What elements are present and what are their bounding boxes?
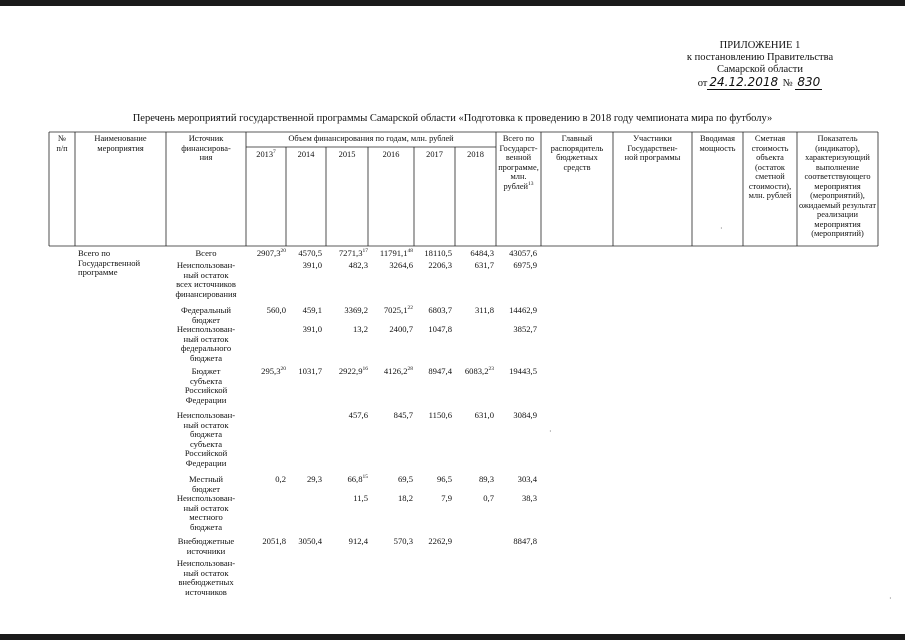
- header-participants: Участники Государствен- ной программы: [624, 134, 681, 162]
- row-value-v2014: 391,0: [302, 324, 322, 334]
- scan-speck: ·: [720, 224, 723, 233]
- row-value-v2017: 96,5: [436, 474, 452, 484]
- row-value-v2014: 459,1: [302, 305, 322, 315]
- row-source: Неиспользован- ный остаток внебюджетных источников: [176, 558, 236, 597]
- row-value-v2015: 7271,3$^{17}$: [338, 248, 368, 258]
- row-source: Неиспользован- ный остаток федерального бюджета: [176, 324, 236, 363]
- row-value-v2017: 6803,7: [428, 305, 452, 315]
- row-value-v2017: 1047,8: [428, 324, 452, 334]
- row-value-v2016: 18,2: [397, 493, 413, 503]
- row-value-v2015: 11,5: [353, 493, 368, 503]
- row-value-v2015: 3369,2: [344, 305, 368, 315]
- row-value-v2018: 631,0: [474, 410, 494, 420]
- row-value-v2015: 482,3: [348, 260, 368, 270]
- row-value-v2014: 1031,7: [298, 366, 322, 376]
- row-source: Неиспользован- ный остаток местного бюджета: [176, 493, 236, 532]
- header-name: Наименование мероприятия: [94, 134, 147, 153]
- row-value-v2014: 4570,5: [298, 248, 322, 258]
- row-source: Местный бюджет: [188, 474, 224, 494]
- row-source: Всего: [195, 248, 217, 258]
- row-value-v2018: 89,3: [478, 474, 494, 484]
- row-value-v2017: 1150,6: [428, 410, 452, 420]
- row-value-v2018: 0,7: [483, 493, 494, 503]
- header-source: Источник финансирова- ния: [181, 134, 231, 162]
- header-manager: Главный распорядитель бюджетных средств: [550, 134, 604, 172]
- row-value-total: 3084,9: [513, 410, 537, 420]
- row-value-v2017: 7,9: [441, 493, 452, 503]
- row-value-v2015: 457,6: [348, 410, 368, 420]
- handwritten-date: 24.12.2018: [709, 75, 779, 89]
- row-value-total: 14462,9: [509, 305, 537, 315]
- row-value-v2013: 2051,8: [262, 536, 286, 546]
- row-value-v2016: 845,7: [393, 410, 413, 420]
- row-value-v2017: 8947,4: [428, 366, 452, 376]
- row-value-v2018: 6484,3: [470, 248, 494, 258]
- appendix-resolution: к постановлению Правительства: [686, 52, 834, 63]
- row-source: Неиспользован- ный остаток всех источников финансирования: [175, 260, 237, 299]
- appendix-region: Самарской области: [717, 64, 803, 75]
- header-year-2016: 2016: [382, 150, 400, 159]
- row-value-v2013: 560,0: [266, 305, 286, 315]
- header-cost: Сметная стоимость объекта (остаток сметной стоимости), млн. рублей: [748, 134, 792, 200]
- header-year-2013: 2013$^7$: [256, 149, 276, 159]
- document-title: Перечень мероприятий государственной программы Самарской области «Подготовка к проведению в 2018 году чемпионата мира по футболу»: [132, 113, 773, 124]
- row-value-v2015: 66,8$^{15}$: [347, 474, 368, 484]
- row-value-v2014: 29,3: [306, 474, 322, 484]
- row-source: Неиспользован- ный остаток бюджета субъекта Российской Федерации: [176, 410, 236, 468]
- date-prefix: от: [697, 78, 708, 89]
- number-sign: №: [782, 78, 793, 89]
- row-value-v2016: 570,3: [393, 536, 413, 546]
- row-value-total: 43057,6: [509, 248, 537, 258]
- row-value-v2013: 2907,3$^{20}$: [256, 248, 286, 258]
- row-value-total: 303,4: [517, 474, 537, 484]
- row-source: Бюджет субъекта Российской Федерации: [184, 366, 228, 405]
- header-year-2015: 2015: [338, 150, 356, 159]
- row-value-v2013: 0,2: [275, 474, 286, 484]
- row-value-v2016: 69,5: [397, 474, 413, 484]
- row-source: Федеральный бюджет: [180, 305, 232, 325]
- row-value-v2016: 7025,1$^{22}$: [383, 305, 413, 315]
- row-value-v2018: 6083,2$^{23}$: [464, 366, 494, 376]
- header-year-2017: 2017: [426, 150, 443, 159]
- appendix-title: ПРИЛОЖЕНИЕ 1: [719, 40, 801, 51]
- handwritten-number: 830: [797, 75, 821, 89]
- row-value-v2017: 2206,3: [428, 260, 452, 270]
- row-value-v2014: 391,0: [302, 260, 322, 270]
- row-value-v2017: 2262,9: [428, 536, 452, 546]
- row-value-total: 8847,8: [513, 536, 537, 546]
- header-total: Всего по Государст- венной программе, млн. рублей$^{13}$: [498, 134, 539, 191]
- row-value-v2017: 18110,5: [424, 248, 452, 258]
- row-value-v2014: 3050,4: [298, 536, 322, 546]
- header-number: № п/п: [56, 134, 68, 153]
- row-value-v2013: 295,3$^{20}$: [261, 366, 286, 376]
- row-value-v2015: 13,2: [352, 324, 368, 334]
- row-value-v2016: 2400,7: [389, 324, 413, 334]
- header-indicator: Показатель (индикатор), характеризующий выполнение соответствующего мероприятия (мероприятий), ожидаемый результат реализации мероприятия (мероприятий): [798, 134, 876, 238]
- scan-speck: ·: [549, 427, 552, 436]
- row-value-total: 19443,5: [509, 366, 537, 376]
- row-program-name: Всего по Государственной программе: [78, 248, 141, 277]
- row-value-v2015: 2922,9$^{16}$: [338, 366, 368, 376]
- scan-speck: ·: [889, 594, 892, 603]
- header-year-2018: 2018: [467, 150, 484, 159]
- header-volume: Объем финансирования по годам, млн. рублей: [288, 134, 454, 143]
- header-capacity: Вводимая мощность: [699, 134, 736, 153]
- row-value-total: 38,3: [521, 493, 537, 503]
- header-year-2014: 2014: [297, 150, 315, 159]
- row-value-total: 6975,9: [513, 260, 537, 270]
- row-value-v2018: 631,7: [474, 260, 494, 270]
- row-value-v2016: 3264,6: [389, 260, 413, 270]
- row-value-v2016: 4126,2$^{28}$: [383, 366, 413, 376]
- row-value-total: 3852,7: [513, 324, 537, 334]
- row-value-v2018: 311,8: [474, 305, 494, 315]
- row-source: Внебюджетные источники: [177, 536, 235, 556]
- scan-bottom-border: [0, 634, 905, 640]
- row-value-v2016: 11791,1$^{48}$: [379, 248, 413, 258]
- row-value-v2015: 912,4: [348, 536, 368, 546]
